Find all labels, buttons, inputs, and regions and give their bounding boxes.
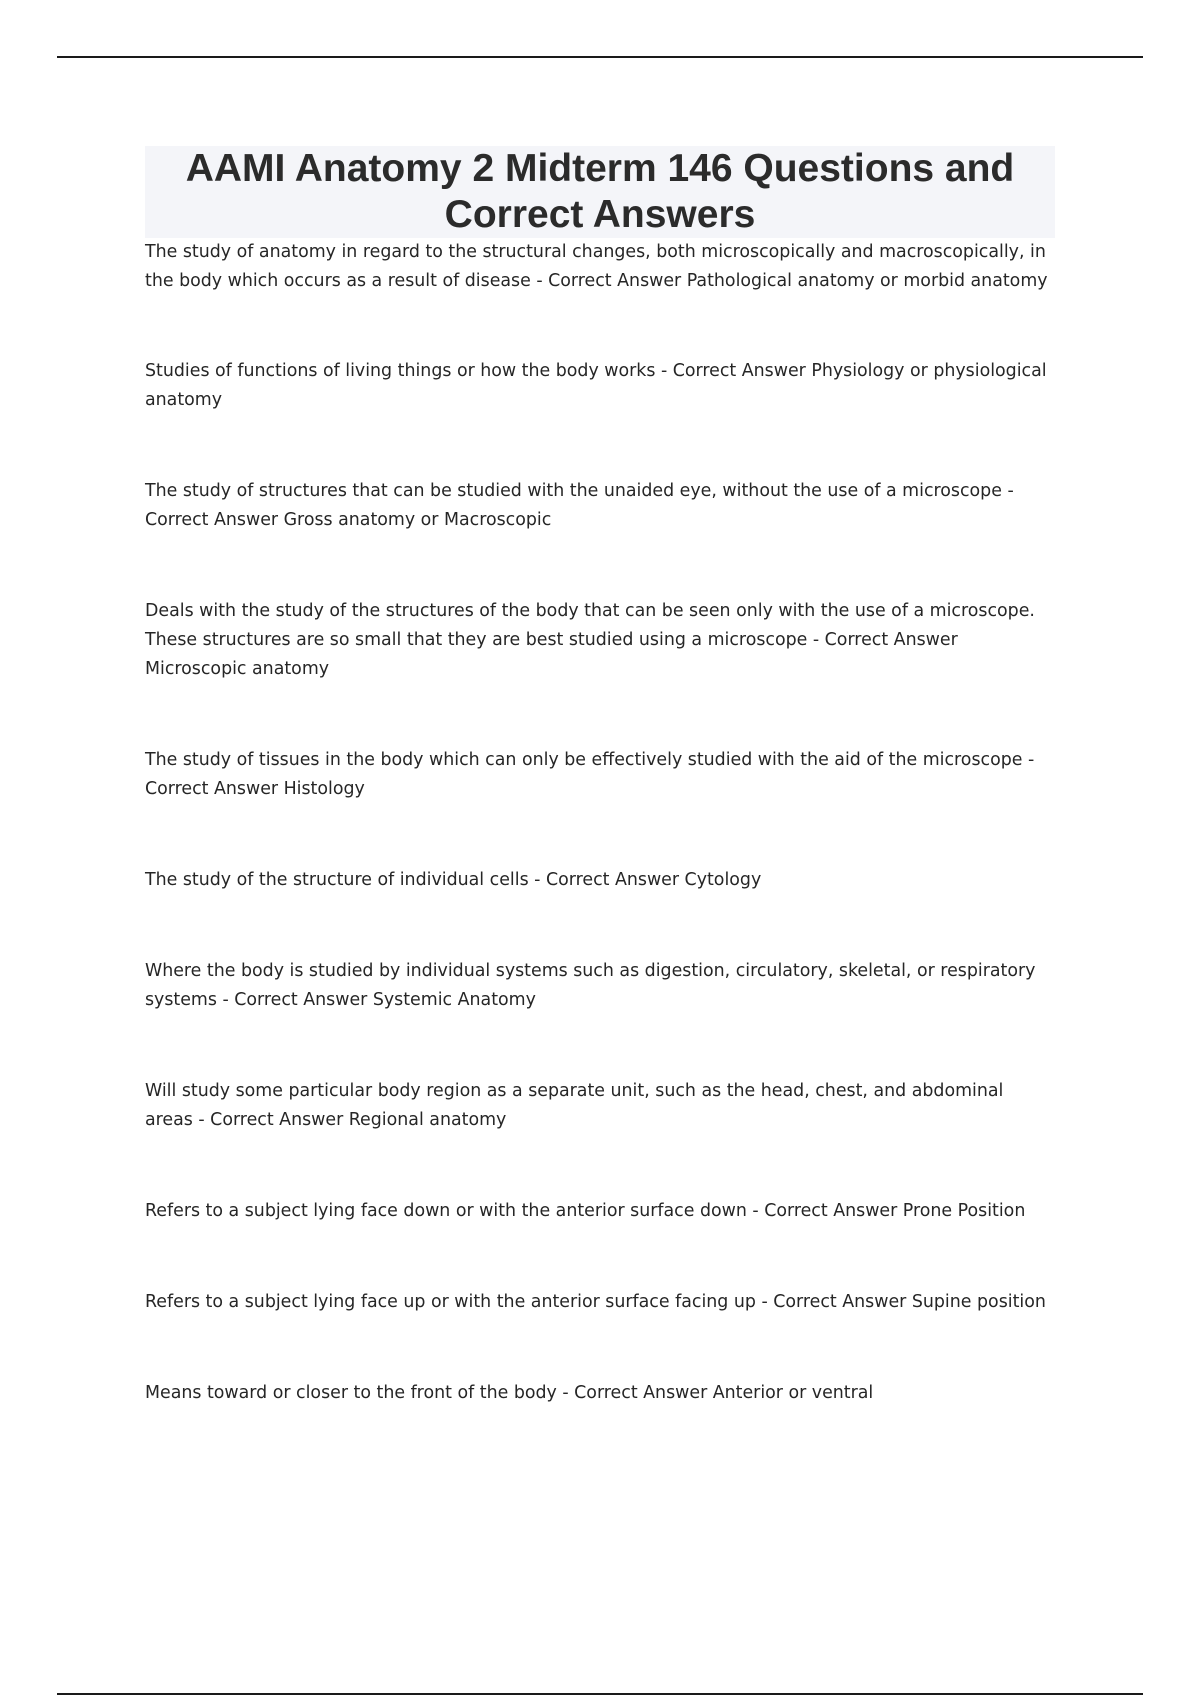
qa-list bbox=[145, 238, 1055, 1408]
qa-item: Will study some particular body region as a separate unit, such as the head, chest, and abdominal areas - Correct Answer Regional anatomy bbox=[145, 1081, 1004, 1130]
document-title: AAMI Anatomy 2 Midterm 146 Questions and Correct Answers bbox=[185, 147, 1015, 236]
qa-item: The study of structures that can be studied with the unaided eye, without the use of a microscope - Correct Answer Gross anatomy or Macroscopic bbox=[145, 481, 1014, 530]
qa-item: The study of the structure of individual cells - Correct Answer Cytology bbox=[145, 870, 762, 890]
qa-item: Deals with the study of the structures of the body that can be seen only with the use of a microscope. These structures are so small that they are best studied using a microscope - Correct Answer Microscopic anatomy bbox=[145, 601, 1035, 679]
qa-item: Studies of functions of living things or how the body works - Correct Answer Physiology or physiological anatomy bbox=[145, 361, 1047, 410]
qa-item: Refers to a subject lying face down or with the anterior surface down - Correct Answer Prone Position bbox=[145, 1201, 1026, 1221]
qa-item: The study of anatomy in regard to the structural changes, both microscopically and macroscopically, in the body which occurs as a result of disease - Correct Answer Pathological anatomy or morbid anatomy bbox=[145, 242, 1048, 291]
qa-item: Refers to a subject lying face up or with the anterior surface facing up - Correct Answer Supine position bbox=[145, 1292, 1046, 1312]
qa-item: The study of tissues in the body which can only be effectively studied with the aid of the microscope - Correct Answer Histology bbox=[145, 750, 1035, 799]
qa-item: Means toward or closer to the front of the body - Correct Answer Anterior or ventral bbox=[145, 1383, 874, 1403]
qa-item: Where the body is studied by individual systems such as digestion, circulatory, skeletal, or respiratory systems - Correct Answer Systemic Anatomy bbox=[145, 961, 1036, 1010]
document-body bbox=[145, 146, 1055, 1408]
title-band bbox=[145, 146, 1055, 238]
header-rule bbox=[57, 56, 1143, 58]
footer-rule bbox=[57, 1693, 1143, 1695]
